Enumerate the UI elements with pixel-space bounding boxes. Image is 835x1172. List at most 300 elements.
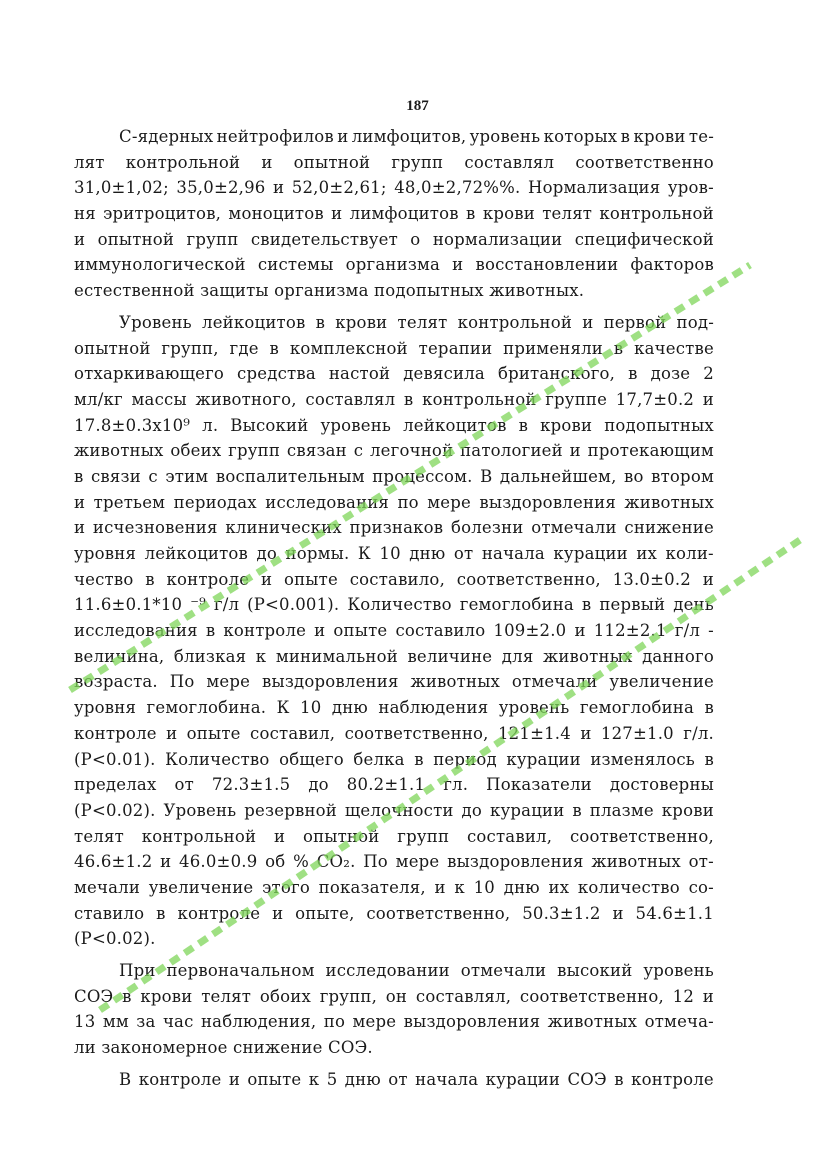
word: и xyxy=(569,441,581,461)
word: их xyxy=(548,877,570,897)
word: соответственно, xyxy=(519,986,664,1006)
word: восстановлении xyxy=(475,255,619,275)
text-line: (Р<0.02). xyxy=(74,929,156,949)
word: в xyxy=(628,364,638,384)
word: по xyxy=(323,1012,346,1032)
word: данного xyxy=(642,646,714,666)
word: и xyxy=(74,492,86,512)
word: специфической xyxy=(574,229,714,249)
word: контроле xyxy=(177,903,261,923)
text-line xyxy=(74,175,714,201)
text-line xyxy=(74,387,714,413)
word: дню xyxy=(503,877,540,897)
text-line xyxy=(74,984,714,1010)
word: изменялось xyxy=(590,749,695,769)
word: л. xyxy=(202,415,219,435)
word: в xyxy=(315,312,326,332)
word: исследования xyxy=(74,621,198,641)
word: составлял, xyxy=(415,986,512,1006)
word: нормализации xyxy=(432,229,563,249)
word: британского, xyxy=(497,364,616,384)
word: составило xyxy=(395,621,486,641)
word: клинических xyxy=(225,518,342,538)
word: гемоглобина xyxy=(459,595,574,615)
text-line: ли закономерное снижение СОЭ. xyxy=(74,1038,373,1058)
word: дню xyxy=(331,698,368,718)
word: свидетельствует xyxy=(250,229,398,249)
word: 17.8±0.3x10⁹ xyxy=(74,415,191,435)
word: контрольной xyxy=(422,389,537,409)
word: нейтрофилов xyxy=(216,127,334,146)
word: группе xyxy=(545,389,608,409)
word: телят xyxy=(201,986,252,1006)
word: По xyxy=(363,852,388,872)
word: увеличение xyxy=(609,672,714,692)
text-line xyxy=(74,361,714,387)
word: от xyxy=(453,544,474,563)
word: лейкоцитов xyxy=(202,312,306,332)
word: и xyxy=(160,852,172,872)
word: 72.3±1.5 xyxy=(211,775,291,795)
word: групп, xyxy=(319,986,378,1006)
word: выздоровления xyxy=(403,1012,541,1032)
word: контроле xyxy=(631,1069,714,1089)
word: уровня xyxy=(74,698,137,718)
word: контрольной xyxy=(599,204,714,224)
word: качестве xyxy=(634,338,714,358)
word: крови xyxy=(335,312,388,332)
word: в xyxy=(156,903,166,923)
word: до xyxy=(256,544,278,563)
word: девясила xyxy=(403,364,485,384)
word: мере xyxy=(206,672,251,692)
text-line xyxy=(74,150,714,176)
word: крови xyxy=(140,986,193,1006)
word: СОЭ xyxy=(567,1069,607,1089)
text-line xyxy=(74,747,714,773)
word: легочной xyxy=(370,441,454,461)
word: процессом. xyxy=(372,466,473,486)
word: в xyxy=(74,466,84,486)
word: 17,7±0.2 xyxy=(615,389,695,409)
word: 10 xyxy=(473,877,496,897)
word: наблюдения xyxy=(378,698,489,718)
word: соответственно, xyxy=(456,569,601,589)
text-line xyxy=(74,227,714,253)
word: уров- xyxy=(667,178,714,198)
word: снижение xyxy=(624,518,714,538)
text-line xyxy=(74,644,714,670)
word: соответственно, xyxy=(569,826,714,846)
word: составило, xyxy=(349,569,446,589)
word: Количество xyxy=(165,749,270,769)
word: групп xyxy=(186,229,239,249)
word: 121±1.4 xyxy=(497,723,571,743)
word: в xyxy=(414,749,424,769)
word: день xyxy=(673,595,714,615)
text-line xyxy=(74,849,714,875)
word: со- xyxy=(688,877,714,897)
word: и xyxy=(580,723,592,743)
word: факторов xyxy=(630,255,714,275)
word: чество xyxy=(74,569,134,589)
word: 35,0±2,96 xyxy=(176,178,266,198)
text-line xyxy=(74,201,714,227)
word: исследовании xyxy=(325,961,450,980)
word: лимфоцитов xyxy=(349,204,459,224)
word: в xyxy=(572,800,582,820)
word: отхаркивающего xyxy=(74,364,225,384)
word: от xyxy=(174,775,194,795)
word: дальнейшем, xyxy=(499,466,617,486)
word: опыте, xyxy=(295,903,355,923)
word: 2 xyxy=(703,364,714,384)
word: Нормализация xyxy=(528,178,661,198)
text-line xyxy=(74,772,714,798)
word: белка xyxy=(353,749,405,769)
word: терапии xyxy=(418,338,493,358)
word: 127±1.0 xyxy=(600,723,674,743)
word: крови xyxy=(482,204,535,224)
word: 10 xyxy=(379,544,401,563)
text-line xyxy=(74,336,714,362)
word: протекающим xyxy=(587,441,714,461)
word: животных xyxy=(547,1012,638,1032)
word: до xyxy=(461,800,483,820)
word: соответственно xyxy=(575,152,714,172)
word: животных xyxy=(542,646,633,666)
word: величине xyxy=(407,646,493,666)
word: Показатели xyxy=(486,775,592,795)
word: опытной xyxy=(97,229,175,249)
word: 10 xyxy=(300,698,322,718)
word: В xyxy=(119,1069,132,1089)
word: коли- xyxy=(665,544,714,563)
word: отмечали xyxy=(531,518,617,538)
word: дозе xyxy=(650,364,691,384)
word: гемоглобина. xyxy=(146,698,267,718)
word: контроле xyxy=(223,621,307,641)
word: моноцитов xyxy=(228,204,324,224)
word: высокий xyxy=(557,961,633,980)
word: животных xyxy=(74,441,164,461)
word: щелочности xyxy=(344,800,454,820)
word: начала xyxy=(415,1069,479,1089)
word: 112±2.1 xyxy=(593,621,667,641)
word: плазме xyxy=(589,800,654,820)
word: для xyxy=(501,646,534,666)
word: общего xyxy=(279,749,344,769)
word: уровня xyxy=(74,544,137,563)
word: подопытных xyxy=(604,415,714,435)
word: третьем xyxy=(93,492,166,512)
text-line: естественной защиты организма подопытных животных. xyxy=(74,281,585,301)
word: 13 xyxy=(74,1012,96,1032)
word: мл/кг xyxy=(74,389,123,409)
word: отмеча- xyxy=(644,1012,714,1032)
word: пределах xyxy=(74,775,157,795)
word: связи xyxy=(90,466,141,486)
word: в xyxy=(145,569,155,589)
word: мере xyxy=(352,1012,397,1032)
word: - xyxy=(708,621,714,641)
word: лят xyxy=(74,152,105,172)
word: и xyxy=(260,569,273,589)
text-line xyxy=(74,1067,714,1093)
text-line xyxy=(74,464,714,490)
word: курации xyxy=(485,1069,561,1089)
word: дню xyxy=(409,544,446,563)
text-line xyxy=(74,875,714,901)
word: (Р<0.001). xyxy=(247,595,340,615)
word: этого xyxy=(262,877,310,897)
word: в xyxy=(466,204,476,224)
word: исчезновения xyxy=(92,518,218,538)
word: и xyxy=(314,621,326,641)
word: и xyxy=(612,903,624,923)
word: первой xyxy=(603,312,667,332)
word: которых xyxy=(543,127,618,146)
word: по xyxy=(397,492,419,512)
word: гл. xyxy=(443,775,469,795)
word: курации xyxy=(553,544,628,563)
word: С-ядерных xyxy=(119,127,214,146)
word: (Р<0.01). xyxy=(74,749,156,769)
word: в xyxy=(614,1069,624,1089)
word: и xyxy=(273,826,286,846)
word: животного, xyxy=(195,389,297,409)
word: мечали xyxy=(74,877,141,897)
word: увеличение xyxy=(148,877,254,897)
text-line xyxy=(74,515,714,541)
word: величина, xyxy=(74,646,165,666)
word: 54.6±1.1 xyxy=(635,903,714,923)
text-line xyxy=(74,721,714,747)
word: уровень xyxy=(498,698,570,718)
word: телят xyxy=(397,312,448,332)
word: контроле xyxy=(74,723,157,743)
word: первоначальном xyxy=(166,961,315,980)
word: и xyxy=(337,127,349,146)
word: 46.6±1.2 xyxy=(74,852,153,872)
word: периодах xyxy=(173,492,257,512)
text-line xyxy=(74,490,714,516)
text-line xyxy=(74,438,714,464)
word: наблюдения, xyxy=(200,1012,317,1032)
word: отмечали xyxy=(460,961,547,980)
word: контрольной xyxy=(141,826,257,846)
body-text xyxy=(74,124,714,1092)
word: лейкоцитов xyxy=(144,544,249,563)
word: резервной xyxy=(244,800,337,820)
word: % xyxy=(293,852,309,872)
word: в xyxy=(122,986,132,1006)
word: начала xyxy=(481,544,545,563)
word: 52,0±2,61; xyxy=(291,178,387,198)
word: и xyxy=(702,569,714,589)
word: составил, xyxy=(250,723,336,743)
word: курации xyxy=(489,800,565,820)
text-line xyxy=(74,901,714,927)
word: признаков xyxy=(349,518,444,538)
word: дню xyxy=(344,1069,381,1089)
word: их xyxy=(636,544,658,563)
word: г/л xyxy=(213,595,240,615)
word: те- xyxy=(688,127,714,146)
word: этим xyxy=(165,466,209,486)
word: опытной xyxy=(293,152,371,172)
word: г/л xyxy=(674,621,701,641)
text-line xyxy=(74,541,714,567)
word: достоверны xyxy=(609,775,714,795)
word: иммунологической xyxy=(74,255,246,275)
word: животных xyxy=(624,492,714,512)
word: 50.3±1.2 xyxy=(522,903,601,923)
word: выздоровления xyxy=(262,672,399,692)
text-line xyxy=(74,824,714,850)
word: CO₂. xyxy=(316,852,356,872)
word: групп xyxy=(228,441,281,461)
word: (Р<0.02). xyxy=(74,800,156,820)
word: исследования xyxy=(265,492,390,512)
word: контроле xyxy=(138,1069,222,1089)
word: с xyxy=(148,466,158,486)
text-line xyxy=(74,124,714,150)
word: близкая xyxy=(173,646,247,666)
word: групп, xyxy=(161,338,219,358)
word: и xyxy=(74,518,86,538)
word: и xyxy=(273,178,285,198)
word: и xyxy=(166,723,178,743)
word: отмечали xyxy=(511,672,598,692)
word: уровень xyxy=(469,127,541,146)
word: воспалительным xyxy=(215,466,365,486)
word: составил, xyxy=(466,826,553,846)
text-line xyxy=(74,958,714,984)
word: от xyxy=(388,1069,408,1089)
word: массы xyxy=(131,389,187,409)
word: в xyxy=(205,621,216,641)
word: и xyxy=(702,986,714,1006)
word: 11.6±0.1*10 xyxy=(74,595,183,615)
word: показателя, xyxy=(318,877,426,897)
word: контроле xyxy=(166,569,250,589)
word: К xyxy=(276,698,290,718)
word: связан xyxy=(286,441,347,461)
word: и xyxy=(702,389,714,409)
word: возраста. xyxy=(74,672,158,692)
word: до xyxy=(308,775,329,795)
word: и xyxy=(452,255,464,275)
word: и xyxy=(574,621,586,641)
word: к xyxy=(308,1069,320,1089)
word: телят xyxy=(542,204,593,224)
word: мм xyxy=(102,1012,129,1032)
word: минимальной xyxy=(275,646,398,666)
word: системы xyxy=(257,255,334,275)
word: нормы. xyxy=(285,544,350,563)
word: выздоровления xyxy=(479,492,616,512)
word: и xyxy=(331,204,343,224)
word: групп xyxy=(391,152,444,172)
word: организма xyxy=(345,255,441,275)
word: с xyxy=(353,441,364,461)
word: от- xyxy=(688,852,714,872)
word: мере xyxy=(427,492,471,512)
word: контрольной xyxy=(457,312,573,332)
text-line xyxy=(74,592,714,618)
word: в xyxy=(704,749,714,769)
word: и xyxy=(228,1069,241,1089)
word: групп xyxy=(397,826,450,846)
word: соответственно, xyxy=(366,903,511,923)
word: уровень xyxy=(643,961,714,980)
word: лейкоцитов xyxy=(403,415,507,435)
word: и xyxy=(261,152,273,172)
word: и xyxy=(434,877,446,897)
word: СОЭ xyxy=(74,986,114,1006)
word: и xyxy=(74,229,86,249)
word: втором xyxy=(651,466,714,486)
word: где xyxy=(229,338,259,358)
word: ⁻⁹ xyxy=(190,595,206,615)
text-line xyxy=(74,252,714,278)
word: составлял xyxy=(305,389,396,409)
word: курации xyxy=(506,749,581,769)
word: патологией xyxy=(460,441,563,461)
word: опыте xyxy=(333,621,388,641)
page-number: 187 xyxy=(406,98,429,114)
word: Высокий xyxy=(230,415,309,435)
word: он xyxy=(385,986,408,1006)
text-line xyxy=(74,695,714,721)
word: гемоглобина xyxy=(579,698,695,718)
word: животных xyxy=(591,852,681,872)
word: опыте xyxy=(283,569,338,589)
word: При xyxy=(119,961,156,980)
text-line xyxy=(74,669,714,695)
word: в xyxy=(581,595,592,615)
word: ня xyxy=(74,204,96,224)
word: под- xyxy=(676,312,714,332)
text-line xyxy=(74,310,714,336)
word: опыте xyxy=(247,1069,302,1089)
word: период xyxy=(433,749,497,769)
word: опыте xyxy=(186,723,241,743)
word: мере xyxy=(395,852,440,872)
word: количество xyxy=(577,877,680,897)
word: выздоровления xyxy=(447,852,584,872)
text-line xyxy=(74,1009,714,1035)
word: К xyxy=(357,544,371,563)
word: комплексной xyxy=(289,338,408,358)
word: 80.2±1.1 xyxy=(346,775,426,795)
word: в xyxy=(620,127,631,146)
word: в xyxy=(518,415,529,435)
text-line xyxy=(74,567,714,593)
word: эритроцитов, xyxy=(103,204,222,224)
word: опытной xyxy=(302,826,380,846)
word: лимфоцитов, xyxy=(351,127,467,146)
word: обоих xyxy=(259,986,311,1006)
text-line xyxy=(74,413,714,439)
word: опытной xyxy=(74,338,151,358)
word: 12 xyxy=(672,986,695,1006)
word: 48,0±2,72%%. xyxy=(394,178,521,198)
word: к xyxy=(454,877,465,897)
word: в xyxy=(704,698,714,718)
word: 13.0±0.2 xyxy=(612,569,691,589)
